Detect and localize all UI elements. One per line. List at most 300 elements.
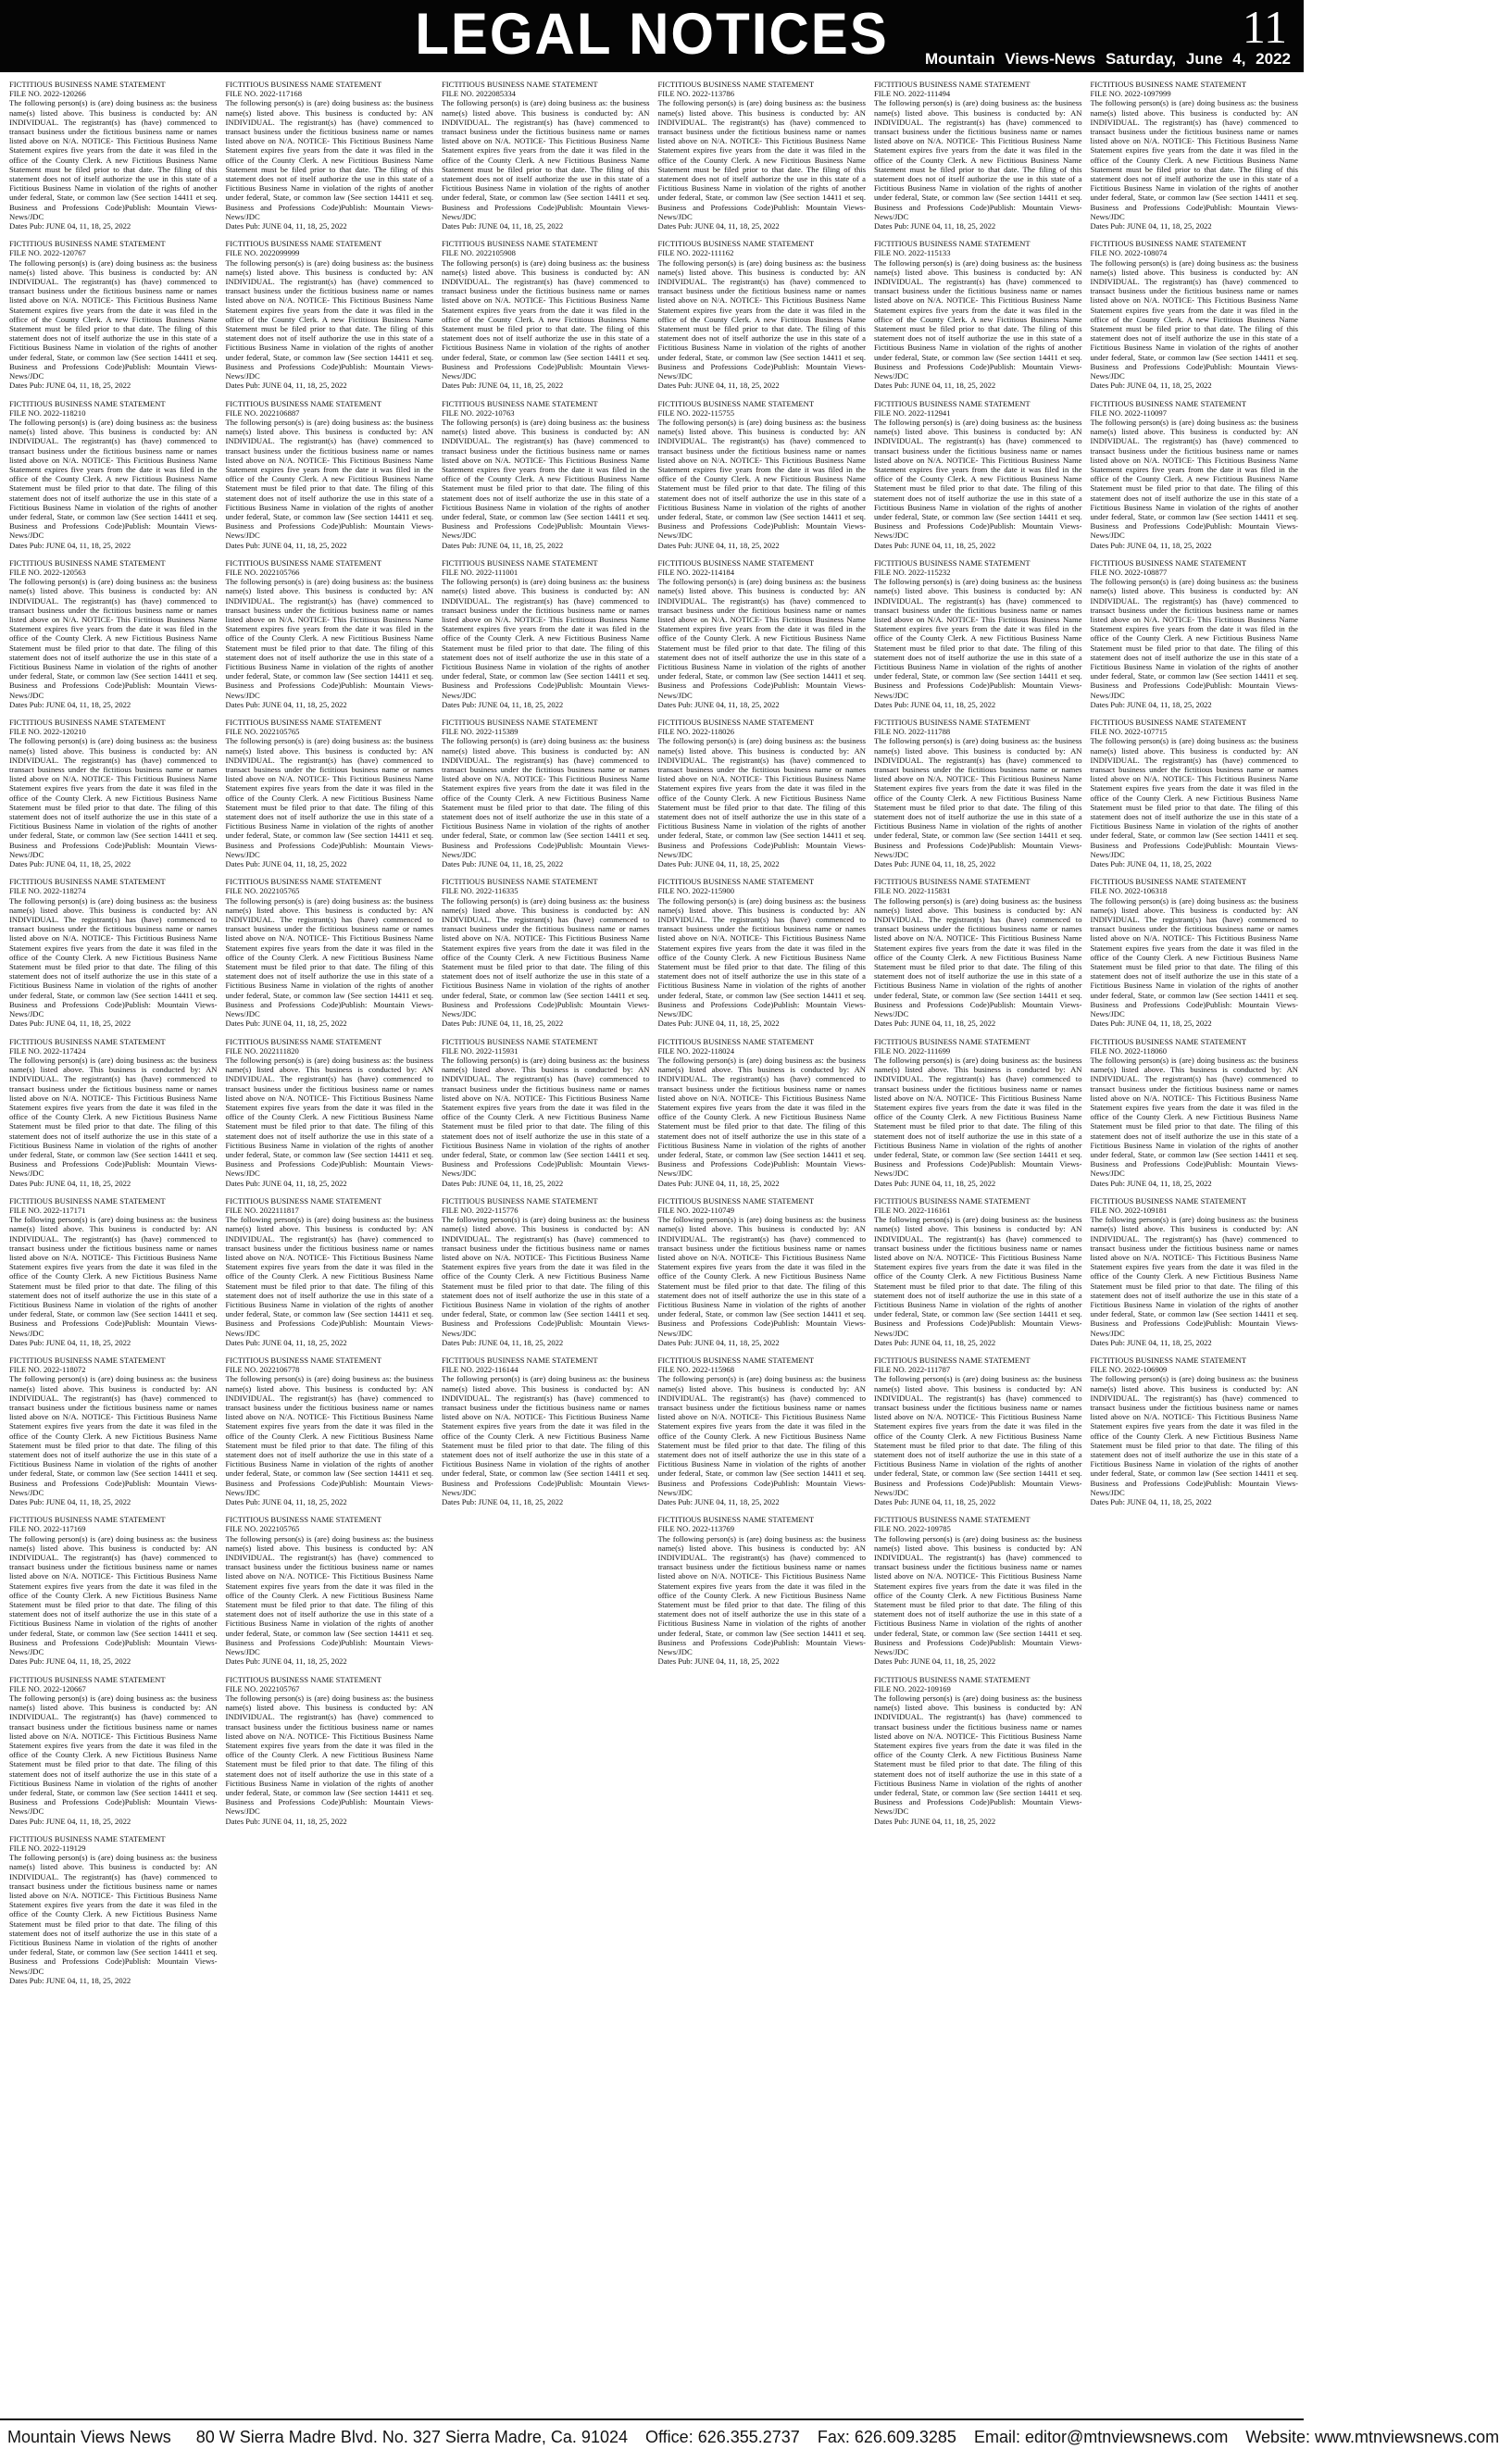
notice-file-number: FILE NO. 2022-109169 xyxy=(874,1683,951,1693)
notice-dates-pub: Dates Pub: JUNE 04, 11, 18, 25, 2022 xyxy=(657,699,780,709)
notice-file-number: FILE NO. 2022106887 xyxy=(225,407,300,418)
notice-file-number: FILE NO. 2022-116335 xyxy=(442,886,519,896)
notice-heading: FICTITIOUS BUSINESS NAME STATEMENT xyxy=(657,239,815,249)
notice-heading: FICTITIOUS BUSINESS NAME STATEMENT xyxy=(225,557,382,568)
notice-file-number: FILE NO. 2022105766 xyxy=(225,567,300,577)
notice-dates-pub: Dates Pub: JUNE 04, 11, 18, 25, 2022 xyxy=(657,221,780,231)
notice-heading: FICTITIOUS BUSINESS NAME STATEMENT xyxy=(874,1674,1031,1684)
notice-file-number: FILE NO. 2022-117171 xyxy=(9,1205,86,1215)
notice-heading: FICTITIOUS BUSINESS NAME STATEMENT xyxy=(657,1356,815,1365)
notice-file-number: FILE NO. 2022-118072 xyxy=(9,1365,86,1375)
notice-body: The following person(s) is (are) doing business as: the business name(s) listed above. This business is conducted by: AN INDIVIDUAL. The registrant(s) has (have) commenced to transact business under the fictitious business name or names listed above on N/A. NOTICE- This Fictitious Business Name Statement expires five years from the date it was filed in the office of the County Clerk. A new Fictitious Business Name Statement must be filed prior to that date. The filing of this statement does not of itself authorize the use in this state of a Fictitious Business Name in violation of the rights of another under federal, State, or common law (See section 14411 et seq. Business and Professions Code)Publish: Mountain Views-News/JDC xyxy=(9,577,218,700)
notice-heading: FICTITIOUS BUSINESS NAME STATEMENT xyxy=(1090,718,1247,727)
notice-dates-pub: Dates Pub: JUNE 04, 11, 18, 25, 2022 xyxy=(442,1178,564,1188)
notice-dates-pub: Dates Pub: JUNE 04, 11, 18, 25, 2022 xyxy=(225,1497,347,1507)
notice-heading: FICTITIOUS BUSINESS NAME STATEMENT xyxy=(657,1036,815,1046)
notice-file-number: FILE NO. 2022-118210 xyxy=(9,407,86,418)
notice-body: The following person(s) is (are) doing business as: the business name(s) listed above. This business is conducted by: AN INDIVIDUAL. The registrant(s) has (have) commenced to transact business under the fictitious business name or names listed above on N/A. NOTICE- This Fictitious Business Name Statement expires five years from the date it was filed in the office of the County Clerk. A new Fictitious Business Name Statement must be filed prior to that date. The filing of this statement does not of itself authorize the use in this state of a Fictitious Business Name in violation of the rights of another under federal, State, or common law (See section 14411 et seq. Business and Professions Code)Publish: Mountain Views-News/JDC xyxy=(442,417,650,541)
notice-body: The following person(s) is (are) doing business as: the business name(s) listed above. This business is conducted by: AN INDIVIDUAL. The registrant(s) has (have) commenced to transact business under the fictitious business name or names listed above on N/A. NOTICE- This Fictitious Business Name Statement expires five years from the date it was filed in the office of the County Clerk. A new Fictitious Business Name Statement must be filed prior to that date. The filing of this statement does not of itself authorize the use in this state of a Fictitious Business Name in violation of the rights of another under federal, State, or common law (See section 14411 et seq. Business and Professions Code)Publish: Mountain Views-News/JDC xyxy=(225,417,433,541)
notice-heading: FICTITIOUS BUSINESS NAME STATEMENT xyxy=(874,718,1031,727)
notice-body: The following person(s) is (are) doing business as: the business name(s) listed above. This business is conducted by: AN INDIVIDUAL. The registrant(s) has (have) commenced to transact business under the fictitious business name or names listed above on N/A. NOTICE- This Fictitious Business Name Statement expires five years from the date it was filed in the office of the County Clerk. A new Fictitious Business Name Statement must be filed prior to that date. The filing of this statement does not of itself authorize the use in this state of a Fictitious Business Name in violation of the rights of another under federal, State, or common law (See section 14411 et seq. Business and Professions Code)Publish: Mountain Views-News/JDC xyxy=(225,895,433,1019)
notice-file-number: FILE NO. 2022-120266 xyxy=(9,89,86,99)
notice-dates-pub: Dates Pub: JUNE 04, 11, 18, 25, 2022 xyxy=(442,1337,564,1347)
footer-fax: Fax: 626.609.3285 xyxy=(817,2428,956,2446)
notice-dates-pub: Dates Pub: JUNE 04, 11, 18, 25, 2022 xyxy=(225,1816,347,1826)
notice-dates-pub: Dates Pub: JUNE 04, 11, 18, 25, 2022 xyxy=(657,1656,780,1667)
notice-heading: FICTITIOUS BUSINESS NAME STATEMENT xyxy=(225,398,382,408)
notice-dates-pub: Dates Pub: JUNE 04, 11, 18, 25, 2022 xyxy=(9,1975,131,1985)
fbn-notice xyxy=(226,1356,434,1506)
notice-dates-pub: Dates Pub: JUNE 04, 11, 18, 25, 2022 xyxy=(225,221,347,231)
notice-file-number: FILE NO. 2022-115776 xyxy=(442,1205,519,1215)
notice-body: The following person(s) is (are) doing business as: the business name(s) listed above. This business is conducted by: AN INDIVIDUAL. The registrant(s) has (have) commenced to transact business under the fictitious business name or names listed above on N/A. NOTICE- This Fictitious Business Name Statement expires five years from the date it was filed in the office of the County Clerk. A new Fictitious Business Name Statement must be filed prior to that date. The filing of this statement does not of itself authorize the use in this state of a Fictitious Business Name in violation of the rights of another under federal, State, or common law (See section 14411 et seq. Business and Professions Code)Publish: Mountain Views-News/JDC xyxy=(225,577,433,700)
notice-body: The following person(s) is (are) doing business as: the business name(s) listed above. This business is conducted by: AN INDIVIDUAL. The registrant(s) has (have) commenced to transact business under the fictitious business name or names listed above on N/A. NOTICE- This Fictitious Business Name Statement expires five years from the date it was filed in the office of the County Clerk. A new Fictitious Business Name Statement must be filed prior to that date. The filing of this statement does not of itself authorize the use in this state of a Fictitious Business Name in violation of the rights of another under federal, State, or common law (See section 14411 et seq. Business and Professions Code)Publish: Mountain Views-News/JDC xyxy=(657,736,866,859)
notice-heading: FICTITIOUS BUSINESS NAME STATEMENT xyxy=(9,1674,166,1684)
notice-heading: FICTITIOUS BUSINESS NAME STATEMENT xyxy=(9,1195,166,1206)
notice-heading: FICTITIOUS BUSINESS NAME STATEMENT xyxy=(874,557,1031,568)
notice-file-number: FILE NO. 2022111817 xyxy=(225,1205,299,1215)
notice-body: The following person(s) is (are) doing business as: the business name(s) listed above. This business is conducted by: AN INDIVIDUAL. The registrant(s) has (have) commenced to transact business under the fictitious business name or names listed above on N/A. NOTICE- This Fictitious Business Name Statement expires five years from the date it was filed in the office of the County Clerk. A new Fictitious Business Name Statement must be filed prior to that date. The filing of this statement does not of itself authorize the use in this state of a Fictitious Business Name in violation of the rights of another under federal, State, or common law (See section 14411 et seq. Business and Professions Code)Publish: Mountain Views-News/JDC xyxy=(225,257,433,381)
notice-file-number: FILE NO. 2022-112941 xyxy=(874,407,951,418)
notice-file-number: FILE NO. 2022-111001 xyxy=(442,567,519,577)
section-title: LEGAL NOTICES xyxy=(415,1,889,67)
notice-body: The following person(s) is (are) doing business as: the business name(s) listed above. This business is conducted by: AN INDIVIDUAL. The registrant(s) has (have) commenced to transact business under the fictitious business name or names listed above on N/A. NOTICE- This Fictitious Business Name Statement expires five years from the date it was filed in the office of the County Clerk. A new Fictitious Business Name Statement must be filed prior to that date. The filing of this statement does not of itself authorize the use in this state of a Fictitious Business Name in violation of the rights of another under federal, State, or common law (See section 14411 et seq. Business and Professions Code)Publish: Mountain Views-News/JDC xyxy=(225,1533,433,1657)
notice-body: The following person(s) is (are) doing business as: the business name(s) listed above. This business is conducted by: AN INDIVIDUAL. The registrant(s) has (have) commenced to transact business under the fictitious business name or names listed above on N/A. NOTICE- This Fictitious Business Name Statement expires five years from the date it was filed in the office of the County Clerk. A new Fictitious Business Name Statement must be filed prior to that date. The filing of this statement does not of itself authorize the use in this state of a Fictitious Business Name in violation of the rights of another under federal, State, or common law (See section 14411 et seq. Business and Professions Code)Publish: Mountain Views-News/JDC xyxy=(9,257,218,381)
notice-body: The following person(s) is (are) doing business as: the business name(s) listed above. This business is conducted by: AN INDIVIDUAL. The registrant(s) has (have) commenced to transact business under the fictitious business name or names listed above on N/A. NOTICE- This Fictitious Business Name Statement expires five years from the date it was filed in the office of the County Clerk. A new Fictitious Business Name Statement must be filed prior to that date. The filing of this statement does not of itself authorize the use in this state of a Fictitious Business Name in violation of the rights of another under federal, State, or common law (See section 14411 et seq. Business and Professions Code)Publish: Mountain Views-News/JDC xyxy=(1090,1374,1298,1497)
notice-heading: FICTITIOUS BUSINESS NAME STATEMENT xyxy=(225,1515,382,1525)
fbn-notice xyxy=(226,1196,434,1347)
notice-heading: FICTITIOUS BUSINESS NAME STATEMENT xyxy=(442,1036,598,1046)
notice-body: The following person(s) is (are) doing business as: the business name(s) listed above. This business is conducted by: AN INDIVIDUAL. The registrant(s) has (have) commenced to transact business under the fictitious business name or names listed above on N/A. NOTICE- This Fictitious Business Name Statement expires five years from the date it was filed in the office of the County Clerk. A new Fictitious Business Name Statement must be filed prior to that date. The filing of this statement does not of itself authorize the use in this state of a Fictitious Business Name in violation of the rights of another under federal, State, or common law (See section 14411 et seq. Business and Professions Code)Publish: Mountain Views-News/JDC xyxy=(442,1374,650,1497)
notice-heading: FICTITIOUS BUSINESS NAME STATEMENT xyxy=(1090,1195,1247,1206)
notice-file-number: FILE NO. 2022-111494 xyxy=(874,89,951,99)
paper-name: Mountain Views-News xyxy=(924,50,1096,68)
fbn-notice xyxy=(874,558,1082,709)
notice-heading: FICTITIOUS BUSINESS NAME STATEMENT xyxy=(874,398,1031,408)
notice-file-number: FILE NO. 2022-111788 xyxy=(874,727,951,737)
notice-file-number: FILE NO. 2022-108074 xyxy=(1090,248,1168,258)
fbn-notice xyxy=(226,558,434,709)
notice-heading: FICTITIOUS BUSINESS NAME STATEMENT xyxy=(225,80,382,89)
fbn-notice xyxy=(9,1356,218,1506)
notice-file-number: FILE NO. 2022-115831 xyxy=(874,886,951,896)
notice-heading: FICTITIOUS BUSINESS NAME STATEMENT xyxy=(225,1674,382,1684)
fbn-notice xyxy=(874,877,1082,1028)
notice-file-number: FILE NO. 2022-111787 xyxy=(874,1365,951,1375)
notice-file-number: FILE NO. 2022-115389 xyxy=(442,727,519,737)
notice-file-number: FILE NO. 2022-106318 xyxy=(1090,886,1168,896)
fbn-notice xyxy=(9,1675,218,1826)
notice-file-number: FILE NO. 2022099999 xyxy=(225,248,300,258)
notice-heading: FICTITIOUS BUSINESS NAME STATEMENT xyxy=(442,877,598,887)
notice-dates-pub: Dates Pub: JUNE 04, 11, 18, 25, 2022 xyxy=(9,1497,131,1507)
notice-column xyxy=(442,80,650,2413)
fbn-notice xyxy=(658,1037,867,1188)
footer-office: Office: 626.355.2737 xyxy=(645,2428,800,2446)
notice-body: The following person(s) is (are) doing business as: the business name(s) listed above. This business is conducted by: AN INDIVIDUAL. The registrant(s) has (have) commenced to transact business under the fictitious business name or names listed above on N/A. NOTICE- This Fictitious Business Name Statement expires five years from the date it was filed in the office of the County Clerk. A new Fictitious Business Name Statement must be filed prior to that date. The filing of this statement does not of itself authorize the use in this state of a Fictitious Business Name in violation of the rights of another under federal, State, or common law (See section 14411 et seq. Business and Professions Code)Publish: Mountain Views-News/JDC xyxy=(657,1374,866,1497)
notice-dates-pub: Dates Pub: JUNE 04, 11, 18, 25, 2022 xyxy=(874,1019,996,1029)
fbn-notice xyxy=(874,1515,1082,1666)
notice-dates-pub: Dates Pub: JUNE 04, 11, 18, 25, 2022 xyxy=(9,859,131,869)
notice-dates-pub: Dates Pub: JUNE 04, 11, 18, 25, 2022 xyxy=(657,1337,780,1347)
notice-body: The following person(s) is (are) doing business as: the business name(s) listed above. This business is conducted by: AN INDIVIDUAL. The registrant(s) has (have) commenced to transact business under the fictitious business name or names listed above on N/A. NOTICE- This Fictitious Business Name Statement expires five years from the date it was filed in the office of the County Clerk. A new Fictitious Business Name Statement must be filed prior to that date. The filing of this statement does not of itself authorize the use in this state of a Fictitious Business Name in violation of the rights of another under federal, State, or common law (See section 14411 et seq. Business and Professions Code)Publish: Mountain Views-News/JDC xyxy=(442,577,650,700)
notice-body: The following person(s) is (are) doing business as: the business name(s) listed above. This business is conducted by: AN INDIVIDUAL. The registrant(s) has (have) commenced to transact business under the fictitious business name or names listed above on N/A. NOTICE- This Fictitious Business Name Statement expires five years from the date it was filed in the office of the County Clerk. A new Fictitious Business Name Statement must be filed prior to that date. The filing of this statement does not of itself authorize the use in this state of a Fictitious Business Name in violation of the rights of another under federal, State, or common law (See section 14411 et seq. Business and Professions Code)Publish: Mountain Views-News/JDC xyxy=(9,1215,218,1338)
notice-body: The following person(s) is (are) doing business as: the business name(s) listed above. This business is conducted by: AN INDIVIDUAL. The registrant(s) has (have) commenced to transact business under the fictitious business name or names listed above on N/A. NOTICE- This Fictitious Business Name Statement expires five years from the date it was filed in the office of the County Clerk. A new Fictitious Business Name Statement must be filed prior to that date. The filing of this statement does not of itself authorize the use in this state of a Fictitious Business Name in violation of the rights of another under federal, State, or common law (See section 14411 et seq. Business and Professions Code)Publish: Mountain Views-News/JDC xyxy=(9,1853,218,1976)
notice-dates-pub: Dates Pub: JUNE 04, 11, 18, 25, 2022 xyxy=(657,540,780,550)
notice-body: The following person(s) is (are) doing business as: the business name(s) listed above. This business is conducted by: AN INDIVIDUAL. The registrant(s) has (have) commenced to transact business under the fictitious business name or names listed above on N/A. NOTICE- This Fictitious Business Name Statement expires five years from the date it was filed in the office of the County Clerk. A new Fictitious Business Name Statement must be filed prior to that date. The filing of this statement does not of itself authorize the use in this state of a Fictitious Business Name in violation of the rights of another under federal, State, or common law (See section 14411 et seq. Business and Professions Code)Publish: Mountain Views-News/JDC xyxy=(9,1533,218,1657)
notice-file-number: FILE NO. 2022085334 xyxy=(442,89,516,99)
fbn-notice xyxy=(442,1037,650,1188)
fbn-notice xyxy=(658,877,867,1028)
notice-dates-pub: Dates Pub: JUNE 04, 11, 18, 25, 2022 xyxy=(225,859,347,869)
notice-heading: FICTITIOUS BUSINESS NAME STATEMENT xyxy=(225,718,382,727)
fbn-notice xyxy=(9,239,218,390)
notice-heading: FICTITIOUS BUSINESS NAME STATEMENT xyxy=(874,1515,1031,1525)
notice-file-number: FILE NO. 2022-107715 xyxy=(1090,727,1168,737)
notice-dates-pub: Dates Pub: JUNE 04, 11, 18, 25, 2022 xyxy=(874,699,996,709)
notice-dates-pub: Dates Pub: JUNE 04, 11, 18, 25, 2022 xyxy=(1090,1019,1212,1029)
fbn-notice xyxy=(658,1196,867,1347)
fbn-notice xyxy=(1091,80,1299,231)
notice-body: The following person(s) is (are) doing business as: the business name(s) listed above. This business is conducted by: AN INDIVIDUAL. The registrant(s) has (have) commenced to transact business under the fictitious business name or names listed above on N/A. NOTICE- This Fictitious Business Name Statement expires five years from the date it was filed in the office of the County Clerk. A new Fictitious Business Name Statement must be filed prior to that date. The filing of this statement does not of itself authorize the use in this state of a Fictitious Business Name in violation of the rights of another under federal, State, or common law (See section 14411 et seq. Business and Professions Code)Publish: Mountain Views-News/JDC xyxy=(225,1693,433,1817)
notice-dates-pub: Dates Pub: JUNE 04, 11, 18, 25, 2022 xyxy=(1090,859,1212,869)
notice-file-number: FILE NO. 2022105765 xyxy=(225,1524,300,1534)
notice-dates-pub: Dates Pub: JUNE 04, 11, 18, 25, 2022 xyxy=(1090,1178,1212,1188)
notice-heading: FICTITIOUS BUSINESS NAME STATEMENT xyxy=(1090,239,1247,249)
notice-dates-pub: Dates Pub: JUNE 04, 11, 18, 25, 2022 xyxy=(9,1337,131,1347)
notice-dates-pub: Dates Pub: JUNE 04, 11, 18, 25, 2022 xyxy=(874,540,996,550)
page-number: 11 xyxy=(1242,1,1287,53)
notice-heading: FICTITIOUS BUSINESS NAME STATEMENT xyxy=(1090,557,1247,568)
notice-body: The following person(s) is (are) doing business as: the business name(s) listed above. This business is conducted by: AN INDIVIDUAL. The registrant(s) has (have) commenced to transact business under the fictitious business name or names listed above on N/A. NOTICE- This Fictitious Business Name Statement expires five years from the date it was filed in the office of the County Clerk. A new Fictitious Business Name Statement must be filed prior to that date. The filing of this statement does not of itself authorize the use in this state of a Fictitious Business Name in violation of the rights of another under federal, State, or common law (See section 14411 et seq. Business and Professions Code)Publish: Mountain Views-News/JDC xyxy=(225,1055,433,1179)
notice-heading: FICTITIOUS BUSINESS NAME STATEMENT xyxy=(874,239,1031,249)
fbn-notice xyxy=(1091,718,1299,869)
notice-body: The following person(s) is (are) doing business as: the business name(s) listed above. This business is conducted by: AN INDIVIDUAL. The registrant(s) has (have) commenced to transact business under the fictitious business name or names listed above on N/A. NOTICE- This Fictitious Business Name Statement expires five years from the date it was filed in the office of the County Clerk. A new Fictitious Business Name Statement must be filed prior to that date. The filing of this statement does not of itself authorize the use in this state of a Fictitious Business Name in violation of the rights of another under federal, State, or common law (See section 14411 et seq. Business and Professions Code)Publish: Mountain Views-News/JDC xyxy=(874,257,1082,381)
fbn-notice xyxy=(226,399,434,550)
notice-file-number: FILE NO. 2022-115931 xyxy=(442,1045,519,1056)
notice-dates-pub: Dates Pub: JUNE 04, 11, 18, 25, 2022 xyxy=(225,381,347,391)
notice-body: The following person(s) is (are) doing business as: the business name(s) listed above. This business is conducted by: AN INDIVIDUAL. The registrant(s) has (have) commenced to transact business under the fictitious business name or names listed above on N/A. NOTICE- This Fictitious Business Name Statement expires five years from the date it was filed in the office of the County Clerk. A new Fictitious Business Name Statement must be filed prior to that date. The filing of this statement does not of itself authorize the use in this state of a Fictitious Business Name in violation of the rights of another under federal, State, or common law (See section 14411 et seq. Business and Professions Code)Publish: Mountain Views-News/JDC xyxy=(1090,736,1298,859)
notice-file-number: FILE NO. 2022-117168 xyxy=(225,89,303,99)
fbn-notice xyxy=(9,877,218,1028)
notice-file-number: FILE NO. 2022-111162 xyxy=(657,248,734,258)
notice-heading: FICTITIOUS BUSINESS NAME STATEMENT xyxy=(657,1515,815,1525)
notice-column xyxy=(874,80,1082,2413)
notice-dates-pub: Dates Pub: JUNE 04, 11, 18, 25, 2022 xyxy=(225,1019,347,1029)
fbn-notice xyxy=(9,399,218,550)
fbn-notice xyxy=(442,877,650,1028)
notice-dates-pub: Dates Pub: JUNE 04, 11, 18, 25, 2022 xyxy=(1090,699,1212,709)
notice-heading: FICTITIOUS BUSINESS NAME STATEMENT xyxy=(1090,1036,1247,1046)
notice-heading: FICTITIOUS BUSINESS NAME STATEMENT xyxy=(874,1195,1031,1206)
fbn-notice xyxy=(874,1356,1082,1506)
fbn-notice xyxy=(874,1196,1082,1347)
notice-column xyxy=(658,80,867,2413)
notice-file-number: FILE NO. 2022-117169 xyxy=(9,1524,86,1534)
notice-body: The following person(s) is (are) doing business as: the business name(s) listed above. This business is conducted by: AN INDIVIDUAL. The registrant(s) has (have) commenced to transact business under the fictitious business name or names listed above on N/A. NOTICE- This Fictitious Business Name Statement expires five years from the date it was filed in the office of the County Clerk. A new Fictitious Business Name Statement must be filed prior to that date. The filing of this statement does not of itself authorize the use in this state of a Fictitious Business Name in violation of the rights of another under federal, State, or common law (See section 14411 et seq. Business and Professions Code)Publish: Mountain Views-News/JDC xyxy=(9,98,218,221)
fbn-notice xyxy=(1091,1196,1299,1347)
notice-file-number: FILE NO. 2022-115900 xyxy=(657,886,735,896)
notice-heading: FICTITIOUS BUSINESS NAME STATEMENT xyxy=(9,1356,166,1365)
notice-body: The following person(s) is (are) doing business as: the business name(s) listed above. This business is conducted by: AN INDIVIDUAL. The registrant(s) has (have) commenced to transact business under the fictitious business name or names listed above on N/A. NOTICE- This Fictitious Business Name Statement expires five years from the date it was filed in the office of the County Clerk. A new Fictitious Business Name Statement must be filed prior to that date. The filing of this statement does not of itself authorize the use in this state of a Fictitious Business Name in violation of the rights of another under federal, State, or common law (See section 14411 et seq. Business and Professions Code)Publish: Mountain Views-News/JDC xyxy=(442,895,650,1019)
notice-body: The following person(s) is (are) doing business as: the business name(s) listed above. This business is conducted by: AN INDIVIDUAL. The registrant(s) has (have) commenced to transact business under the fictitious business name or names listed above on N/A. NOTICE- This Fictitious Business Name Statement expires five years from the date it was filed in the office of the County Clerk. A new Fictitious Business Name Statement must be filed prior to that date. The filing of this statement does not of itself authorize the use in this state of a Fictitious Business Name in violation of the rights of another under federal, State, or common law (See section 14411 et seq. Business and Professions Code)Publish: Mountain Views-News/JDC xyxy=(657,257,866,381)
fbn-notice xyxy=(226,239,434,390)
notice-body: The following person(s) is (are) doing business as: the business name(s) listed above. This business is conducted by: AN INDIVIDUAL. The registrant(s) has (have) commenced to transact business under the fictitious business name or names listed above on N/A. NOTICE- This Fictitious Business Name Statement expires five years from the date it was filed in the office of the County Clerk. A new Fictitious Business Name Statement must be filed prior to that date. The filing of this statement does not of itself authorize the use in this state of a Fictitious Business Name in violation of the rights of another under federal, State, or common law (See section 14411 et seq. Business and Professions Code)Publish: Mountain Views-News/JDC xyxy=(9,1693,218,1817)
notice-heading: FICTITIOUS BUSINESS NAME STATEMENT xyxy=(9,718,166,727)
notice-heading: FICTITIOUS BUSINESS NAME STATEMENT xyxy=(9,877,166,887)
fbn-notice xyxy=(9,1196,218,1347)
notice-body: The following person(s) is (are) doing business as: the business name(s) listed above. This business is conducted by: AN INDIVIDUAL. The registrant(s) has (have) commenced to transact business under the fictitious business name or names listed above on N/A. NOTICE- This Fictitious Business Name Statement expires five years from the date it was filed in the office of the County Clerk. A new Fictitious Business Name Statement must be filed prior to that date. The filing of this statement does not of itself authorize the use in this state of a Fictitious Business Name in violation of the rights of another under federal, State, or common law (See section 14411 et seq. Business and Professions Code)Publish: Mountain Views-News/JDC xyxy=(1090,257,1298,381)
notice-dates-pub: Dates Pub: JUNE 04, 11, 18, 25, 2022 xyxy=(9,381,131,391)
fbn-notice xyxy=(226,1037,434,1188)
notice-dates-pub: Dates Pub: JUNE 04, 11, 18, 25, 2022 xyxy=(225,1178,347,1188)
notice-body: The following person(s) is (are) doing business as: the business name(s) listed above. This business is conducted by: AN INDIVIDUAL. The registrant(s) has (have) commenced to transact business under the fictitious business name or names listed above on N/A. NOTICE- This Fictitious Business Name Statement expires five years from the date it was filed in the office of the County Clerk. A new Fictitious Business Name Statement must be filed prior to that date. The filing of this statement does not of itself authorize the use in this state of a Fictitious Business Name in violation of the rights of another under federal, State, or common law (See section 14411 et seq. Business and Professions Code)Publish: Mountain Views-News/JDC xyxy=(442,1055,650,1179)
fbn-notice xyxy=(658,399,867,550)
notice-heading: FICTITIOUS BUSINESS NAME STATEMENT xyxy=(225,239,382,249)
notice-body: The following person(s) is (are) doing business as: the business name(s) listed above. This business is conducted by: AN INDIVIDUAL. The registrant(s) has (have) commenced to transact business under the fictitious business name or names listed above on N/A. NOTICE- This Fictitious Business Name Statement expires five years from the date it was filed in the office of the County Clerk. A new Fictitious Business Name Statement must be filed prior to that date. The filing of this statement does not of itself authorize the use in this state of a Fictitious Business Name in violation of the rights of another under federal, State, or common law (See section 14411 et seq. Business and Professions Code)Publish: Mountain Views-News/JDC xyxy=(874,1374,1082,1497)
fbn-notice xyxy=(226,1515,434,1666)
notice-dates-pub: Dates Pub: JUNE 04, 11, 18, 25, 2022 xyxy=(1090,540,1212,550)
notice-body: The following person(s) is (are) doing business as: the business name(s) listed above. This business is conducted by: AN INDIVIDUAL. The registrant(s) has (have) commenced to transact business under the fictitious business name or names listed above on N/A. NOTICE- This Fictitious Business Name Statement expires five years from the date it was filed in the office of the County Clerk. A new Fictitious Business Name Statement must be filed prior to that date. The filing of this statement does not of itself authorize the use in this state of a Fictitious Business Name in violation of the rights of another under federal, State, or common law (See section 14411 et seq. Business and Professions Code)Publish: Mountain Views-News/JDC xyxy=(874,577,1082,700)
notice-dates-pub: Dates Pub: JUNE 04, 11, 18, 25, 2022 xyxy=(442,221,564,231)
notice-dates-pub: Dates Pub: JUNE 04, 11, 18, 25, 2022 xyxy=(442,859,564,869)
notice-dates-pub: Dates Pub: JUNE 04, 11, 18, 25, 2022 xyxy=(9,1178,131,1188)
notice-body: The following person(s) is (are) doing business as: the business name(s) listed above. This business is conducted by: AN INDIVIDUAL. The registrant(s) has (have) commenced to transact business under the fictitious business name or names listed above on N/A. NOTICE- This Fictitious Business Name Statement expires five years from the date it was filed in the office of the County Clerk. A new Fictitious Business Name Statement must be filed prior to that date. The filing of this statement does not of itself authorize the use in this state of a Fictitious Business Name in violation of the rights of another under federal, State, or common law (See section 14411 et seq. Business and Professions Code)Publish: Mountain Views-News/JDC xyxy=(657,417,866,541)
notice-heading: FICTITIOUS BUSINESS NAME STATEMENT xyxy=(874,1356,1031,1365)
notice-file-number: FILE NO. 2022105765 xyxy=(225,886,300,896)
notice-dates-pub: Dates Pub: JUNE 04, 11, 18, 25, 2022 xyxy=(442,699,564,709)
notice-file-number: FILE NO. 2022-113769 xyxy=(657,1524,735,1534)
fbn-notice xyxy=(874,399,1082,550)
notice-file-number: FILE NO. 2022111820 xyxy=(225,1045,299,1056)
fbn-notice xyxy=(658,239,867,390)
notice-body: The following person(s) is (are) doing business as: the business name(s) listed above. This business is conducted by: AN INDIVIDUAL. The registrant(s) has (have) commenced to transact business under the fictitious business name or names listed above on N/A. NOTICE- This Fictitious Business Name Statement expires five years from the date it was filed in the office of the County Clerk. A new Fictitious Business Name Statement must be filed prior to that date. The filing of this statement does not of itself authorize the use in this state of a Fictitious Business Name in violation of the rights of another under federal, State, or common law (See section 14411 et seq. Business and Professions Code)Publish: Mountain Views-News/JDC xyxy=(874,1533,1082,1657)
notice-heading: FICTITIOUS BUSINESS NAME STATEMENT xyxy=(874,80,1031,89)
fbn-notice xyxy=(874,1037,1082,1188)
notice-file-number: FILE NO. 2022-120563 xyxy=(9,567,86,577)
notice-dates-pub: Dates Pub: JUNE 04, 11, 18, 25, 2022 xyxy=(442,381,564,391)
fbn-notice xyxy=(9,1037,218,1188)
notice-body: The following person(s) is (are) doing business as: the business name(s) listed above. This business is conducted by: AN INDIVIDUAL. The registrant(s) has (have) commenced to transact business under the fictitious business name or names listed above on N/A. NOTICE- This Fictitious Business Name Statement expires five years from the date it was filed in the office of the County Clerk. A new Fictitious Business Name Statement must be filed prior to that date. The filing of this statement does not of itself authorize the use in this state of a Fictitious Business Name in violation of the rights of another under federal, State, or common law (See section 14411 et seq. Business and Professions Code)Publish: Mountain Views-News/JDC xyxy=(442,98,650,221)
fbn-notice xyxy=(658,80,867,231)
notice-file-number: FILE NO. 2022-118026 xyxy=(657,727,735,737)
fbn-notice xyxy=(874,718,1082,869)
notice-body: The following person(s) is (are) doing business as: the business name(s) listed above. This business is conducted by: AN INDIVIDUAL. The registrant(s) has (have) commenced to transact business under the fictitious business name or names listed above on N/A. NOTICE- This Fictitious Business Name Statement expires five years from the date it was filed in the office of the County Clerk. A new Fictitious Business Name Statement must be filed prior to that date. The filing of this statement does not of itself authorize the use in this state of a Fictitious Business Name in violation of the rights of another under federal, State, or common law (See section 14411 et seq. Business and Professions Code)Publish: Mountain Views-News/JDC xyxy=(657,1055,866,1179)
notice-dates-pub: Dates Pub: JUNE 04, 11, 18, 25, 2022 xyxy=(9,221,131,231)
notice-file-number: FILE NO. 2022-115755 xyxy=(657,407,735,418)
dateline xyxy=(925,50,1291,69)
notice-heading: FICTITIOUS BUSINESS NAME STATEMENT xyxy=(874,1036,1031,1046)
fbn-notice xyxy=(1091,558,1299,709)
fbn-notice xyxy=(1091,239,1299,390)
notice-heading: FICTITIOUS BUSINESS NAME STATEMENT xyxy=(9,557,166,568)
fbn-notice xyxy=(442,558,650,709)
notice-file-number: FILE NO. 2022-109181 xyxy=(1090,1205,1168,1215)
notice-dates-pub: Dates Pub: JUNE 04, 11, 18, 25, 2022 xyxy=(874,1656,996,1667)
notice-body: The following person(s) is (are) doing business as: the business name(s) listed above. This business is conducted by: AN INDIVIDUAL. The registrant(s) has (have) commenced to transact business under the fictitious business name or names listed above on N/A. NOTICE- This Fictitious Business Name Statement expires five years from the date it was filed in the office of the County Clerk. A new Fictitious Business Name Statement must be filed prior to that date. The filing of this statement does not of itself authorize the use in this state of a Fictitious Business Name in violation of the rights of another under federal, State, or common law (See section 14411 et seq. Business and Professions Code)Publish: Mountain Views-News/JDC xyxy=(874,1055,1082,1179)
notice-dates-pub: Dates Pub: JUNE 04, 11, 18, 25, 2022 xyxy=(225,540,347,550)
notice-heading: FICTITIOUS BUSINESS NAME STATEMENT xyxy=(442,239,598,249)
notice-body: The following person(s) is (are) doing business as: the business name(s) listed above. This business is conducted by: AN INDIVIDUAL. The registrant(s) has (have) commenced to transact business under the fictitious business name or names listed above on N/A. NOTICE- This Fictitious Business Name Statement expires five years from the date it was filed in the office of the County Clerk. A new Fictitious Business Name Statement must be filed prior to that date. The filing of this statement does not of itself authorize the use in this state of a Fictitious Business Name in violation of the rights of another under federal, State, or common law (See section 14411 et seq. Business and Professions Code)Publish: Mountain Views-News/JDC xyxy=(1090,1215,1298,1338)
notice-body: The following person(s) is (are) doing business as: the business name(s) listed above. This business is conducted by: AN INDIVIDUAL. The registrant(s) has (have) commenced to transact business under the fictitious business name or names listed above on N/A. NOTICE- This Fictitious Business Name Statement expires five years from the date it was filed in the office of the County Clerk. A new Fictitious Business Name Statement must be filed prior to that date. The filing of this statement does not of itself authorize the use in this state of a Fictitious Business Name in violation of the rights of another under federal, State, or common law (See section 14411 et seq. Business and Professions Code)Publish: Mountain Views-News/JDC xyxy=(442,1215,650,1338)
notice-body: The following person(s) is (are) doing business as: the business name(s) listed above. This business is conducted by: AN INDIVIDUAL. The registrant(s) has (have) commenced to transact business under the fictitious business name or names listed above on N/A. NOTICE- This Fictitious Business Name Statement expires five years from the date it was filed in the office of the County Clerk. A new Fictitious Business Name Statement must be filed prior to that date. The filing of this statement does not of itself authorize the use in this state of a Fictitious Business Name in violation of the rights of another under federal, State, or common law (See section 14411 et seq. Business and Professions Code)Publish: Mountain Views-News/JDC xyxy=(225,736,433,859)
footer-line xyxy=(7,2428,1512,2447)
notice-file-number: FILE NO. 2022-10763 xyxy=(442,407,515,418)
fbn-notice xyxy=(1091,1037,1299,1188)
footer-website[interactable]: Website: www.mtnviewsnews.com xyxy=(1245,2428,1500,2446)
notice-dates-pub: Dates Pub: JUNE 04, 11, 18, 25, 2022 xyxy=(657,381,780,391)
fbn-notice xyxy=(442,399,650,550)
notice-heading: FICTITIOUS BUSINESS NAME STATEMENT xyxy=(442,80,598,89)
issue-date: Saturday, June 4, 2022 xyxy=(1105,50,1291,68)
notice-heading: FICTITIOUS BUSINESS NAME STATEMENT xyxy=(225,1195,382,1206)
notice-dates-pub: Dates Pub: JUNE 04, 11, 18, 25, 2022 xyxy=(657,859,780,869)
notice-body: The following person(s) is (are) doing business as: the business name(s) listed above. This business is conducted by: AN INDIVIDUAL. The registrant(s) has (have) commenced to transact business under the fictitious business name or names listed above on N/A. NOTICE- This Fictitious Business Name Statement expires five years from the date it was filed in the office of the County Clerk. A new Fictitious Business Name Statement must be filed prior to that date. The filing of this statement does not of itself authorize the use in this state of a Fictitious Business Name in violation of the rights of another under federal, State, or common law (See section 14411 et seq. Business and Professions Code)Publish: Mountain Views-News/JDC xyxy=(225,98,433,221)
notice-file-number: FILE NO. 2022-115232 xyxy=(874,567,951,577)
notice-file-number: FILE NO. 2022-120767 xyxy=(9,248,86,258)
fbn-notice xyxy=(658,558,867,709)
notice-file-number: FILE NO. 2022-116144 xyxy=(442,1365,519,1375)
notice-body: The following person(s) is (are) doing business as: the business name(s) listed above. This business is conducted by: AN INDIVIDUAL. The registrant(s) has (have) commenced to transact business under the fictitious business name or names listed above on N/A. NOTICE- This Fictitious Business Name Statement expires five years from the date it was filed in the office of the County Clerk. A new Fictitious Business Name Statement must be filed prior to that date. The filing of this statement does not of itself authorize the use in this state of a Fictitious Business Name in violation of the rights of another under federal, State, or common law (See section 14411 et seq. Business and Professions Code)Publish: Mountain Views-News/JDC xyxy=(874,895,1082,1019)
fbn-notice xyxy=(226,80,434,231)
notice-column xyxy=(226,80,434,2413)
notice-dates-pub: Dates Pub: JUNE 04, 11, 18, 25, 2022 xyxy=(442,1019,564,1029)
fbn-notice xyxy=(9,1834,218,1985)
notice-heading: FICTITIOUS BUSINESS NAME STATEMENT xyxy=(657,398,815,408)
footer-email[interactable]: Email: editor@mtnviewsnews.com xyxy=(973,2428,1229,2446)
notice-file-number: FILE NO. 2022105908 xyxy=(442,248,516,258)
notice-file-number: FILE NO. 2022-111699 xyxy=(874,1045,951,1056)
fbn-notice xyxy=(874,239,1082,390)
notice-heading: FICTITIOUS BUSINESS NAME STATEMENT xyxy=(874,877,1031,887)
notice-dates-pub: Dates Pub: JUNE 04, 11, 18, 25, 2022 xyxy=(9,1019,131,1029)
notice-dates-pub: Dates Pub: JUNE 04, 11, 18, 25, 2022 xyxy=(442,1497,564,1507)
notice-body: The following person(s) is (are) doing business as: the business name(s) listed above. This business is conducted by: AN INDIVIDUAL. The registrant(s) has (have) commenced to transact business under the fictitious business name or names listed above on N/A. NOTICE- This Fictitious Business Name Statement expires five years from the date it was filed in the office of the County Clerk. A new Fictitious Business Name Statement must be filed prior to that date. The filing of this statement does not of itself authorize the use in this state of a Fictitious Business Name in violation of the rights of another under federal, State, or common law (See section 14411 et seq. Business and Professions Code)Publish: Mountain Views-News/JDC xyxy=(9,417,218,541)
notice-body: The following person(s) is (are) doing business as: the business name(s) listed above. This business is conducted by: AN INDIVIDUAL. The registrant(s) has (have) commenced to transact business under the fictitious business name or names listed above on N/A. NOTICE- This Fictitious Business Name Statement expires five years from the date it was filed in the office of the County Clerk. A new Fictitious Business Name Statement must be filed prior to that date. The filing of this statement does not of itself authorize the use in this state of a Fictitious Business Name in violation of the rights of another under federal, State, or common law (See section 14411 et seq. Business and Professions Code)Publish: Mountain Views-News/JDC xyxy=(1090,577,1298,700)
notice-body: The following person(s) is (are) doing business as: the business name(s) listed above. This business is conducted by: AN INDIVIDUAL. The registrant(s) has (have) commenced to transact business under the fictitious business name or names listed above on N/A. NOTICE- This Fictitious Business Name Statement expires five years from the date it was filed in the office of the County Clerk. A new Fictitious Business Name Statement must be filed prior to that date. The filing of this statement does not of itself authorize the use in this state of a Fictitious Business Name in violation of the rights of another under federal, State, or common law (See section 14411 et seq. Business and Professions Code)Publish: Mountain Views-News/JDC xyxy=(874,98,1082,221)
notice-heading: FICTITIOUS BUSINESS NAME STATEMENT xyxy=(1090,80,1247,89)
notice-body: The following person(s) is (are) doing business as: the business name(s) listed above. This business is conducted by: AN INDIVIDUAL. The registrant(s) has (have) commenced to transact business under the fictitious business name or names listed above on N/A. NOTICE- This Fictitious Business Name Statement expires five years from the date it was filed in the office of the County Clerk. A new Fictitious Business Name Statement must be filed prior to that date. The filing of this statement does not of itself authorize the use in this state of a Fictitious Business Name in violation of the rights of another under federal, State, or common law (See section 14411 et seq. Business and Professions Code)Publish: Mountain Views-News/JDC xyxy=(657,98,866,221)
notice-heading: FICTITIOUS BUSINESS NAME STATEMENT xyxy=(442,1195,598,1206)
notice-file-number: FILE NO. 2022-113786 xyxy=(657,89,735,99)
masthead xyxy=(0,0,1304,72)
notice-body: The following person(s) is (are) doing business as: the business name(s) listed above. This business is conducted by: AN INDIVIDUAL. The registrant(s) has (have) commenced to transact business under the fictitious business name or names listed above on N/A. NOTICE- This Fictitious Business Name Statement expires five years from the date it was filed in the office of the County Clerk. A new Fictitious Business Name Statement must be filed prior to that date. The filing of this statement does not of itself authorize the use in this state of a Fictitious Business Name in violation of the rights of another under federal, State, or common law (See section 14411 et seq. Business and Professions Code)Publish: Mountain Views-News/JDC xyxy=(657,577,866,700)
notice-dates-pub: Dates Pub: JUNE 04, 11, 18, 25, 2022 xyxy=(1090,221,1212,231)
notice-dates-pub: Dates Pub: JUNE 04, 11, 18, 25, 2022 xyxy=(1090,381,1212,391)
notice-heading: FICTITIOUS BUSINESS NAME STATEMENT xyxy=(225,1356,382,1365)
notice-heading: FICTITIOUS BUSINESS NAME STATEMENT xyxy=(9,1833,166,1843)
notice-body: The following person(s) is (are) doing business as: the business name(s) listed above. This business is conducted by: AN INDIVIDUAL. The registrant(s) has (have) commenced to transact business under the fictitious business name or names listed above on N/A. NOTICE- This Fictitious Business Name Statement expires five years from the date it was filed in the office of the County Clerk. A new Fictitious Business Name Statement must be filed prior to that date. The filing of this statement does not of itself authorize the use in this state of a Fictitious Business Name in violation of the rights of another under federal, State, or common law (See section 14411 et seq. Business and Professions Code)Publish: Mountain Views-News/JDC xyxy=(225,1215,433,1338)
notice-body: The following person(s) is (are) doing business as: the business name(s) listed above. This business is conducted by: AN INDIVIDUAL. The registrant(s) has (have) commenced to transact business under the fictitious business name or names listed above on N/A. NOTICE- This Fictitious Business Name Statement expires five years from the date it was filed in the office of the County Clerk. A new Fictitious Business Name Statement must be filed prior to that date. The filing of this statement does not of itself authorize the use in this state of a Fictitious Business Name in violation of the rights of another under federal, State, or common law (See section 14411 et seq. Business and Professions Code)Publish: Mountain Views-News/JDC xyxy=(874,417,1082,541)
notice-body: The following person(s) is (are) doing business as: the business name(s) listed above. This business is conducted by: AN INDIVIDUAL. The registrant(s) has (have) commenced to transact business under the fictitious business name or names listed above on N/A. NOTICE- This Fictitious Business Name Statement expires five years from the date it was filed in the office of the County Clerk. A new Fictitious Business Name Statement must be filed prior to that date. The filing of this statement does not of itself authorize the use in this state of a Fictitious Business Name in violation of the rights of another under federal, State, or common law (See section 14411 et seq. Business and Professions Code)Publish: Mountain Views-News/JDC xyxy=(1090,417,1298,541)
notice-dates-pub: Dates Pub: JUNE 04, 11, 18, 25, 2022 xyxy=(874,859,996,869)
notice-heading: FICTITIOUS BUSINESS NAME STATEMENT xyxy=(225,1036,382,1046)
fbn-notice xyxy=(442,718,650,869)
notice-dates-pub: Dates Pub: JUNE 04, 11, 18, 25, 2022 xyxy=(225,699,347,709)
fbn-notice xyxy=(1091,399,1299,550)
notice-file-number: FILE NO. 2022-106909 xyxy=(1090,1365,1168,1375)
notice-dates-pub: Dates Pub: JUNE 04, 11, 18, 25, 2022 xyxy=(874,381,996,391)
notice-dates-pub: Dates Pub: JUNE 04, 11, 18, 25, 2022 xyxy=(657,1178,780,1188)
notice-heading: FICTITIOUS BUSINESS NAME STATEMENT xyxy=(657,718,815,727)
notice-heading: FICTITIOUS BUSINESS NAME STATEMENT xyxy=(9,1515,166,1525)
notice-column xyxy=(1091,80,1299,2413)
notice-dates-pub: Dates Pub: JUNE 04, 11, 18, 25, 2022 xyxy=(657,1497,780,1507)
notice-dates-pub: Dates Pub: JUNE 04, 11, 18, 25, 2022 xyxy=(874,1178,996,1188)
notice-body: The following person(s) is (are) doing business as: the business name(s) listed above. This business is conducted by: AN INDIVIDUAL. The registrant(s) has (have) commenced to transact business under the fictitious business name or names listed above on N/A. NOTICE- This Fictitious Business Name Statement expires five years from the date it was filed in the office of the County Clerk. A new Fictitious Business Name Statement must be filed prior to that date. The filing of this statement does not of itself authorize the use in this state of a Fictitious Business Name in violation of the rights of another under federal, State, or common law (See section 14411 et seq. Business and Professions Code)Publish: Mountain Views-News/JDC xyxy=(1090,895,1298,1019)
fbn-notice xyxy=(9,718,218,869)
notice-file-number: FILE NO. 2022-115133 xyxy=(874,248,951,258)
notice-heading: FICTITIOUS BUSINESS NAME STATEMENT xyxy=(657,80,815,89)
notice-dates-pub: Dates Pub: JUNE 04, 11, 18, 25, 2022 xyxy=(874,1337,996,1347)
notice-file-number: FILE NO. 2022105765 xyxy=(225,727,300,737)
notice-file-number: FILE NO. 2022-118060 xyxy=(1090,1045,1168,1056)
notice-body: The following person(s) is (are) doing business as: the business name(s) listed above. This business is conducted by: AN INDIVIDUAL. The registrant(s) has (have) commenced to transact business under the fictitious business name or names listed above on N/A. NOTICE- This Fictitious Business Name Statement expires five years from the date it was filed in the office of the County Clerk. A new Fictitious Business Name Statement must be filed prior to that date. The filing of this statement does not of itself authorize the use in this state of a Fictitious Business Name in violation of the rights of another under federal, State, or common law (See section 14411 et seq. Business and Professions Code)Publish: Mountain Views-News/JDC xyxy=(442,736,650,859)
notice-column xyxy=(9,80,218,2413)
notice-file-number: FILE NO. 2022-117424 xyxy=(9,1045,86,1056)
fbn-notice xyxy=(442,80,650,231)
notice-heading: FICTITIOUS BUSINESS NAME STATEMENT xyxy=(9,1036,166,1046)
fbn-notice xyxy=(874,1675,1082,1826)
fbn-notice xyxy=(1091,1356,1299,1506)
notice-heading: FICTITIOUS BUSINESS NAME STATEMENT xyxy=(9,398,166,408)
notice-file-number: FILE NO. 2022-110097 xyxy=(1090,407,1168,418)
notice-body: The following person(s) is (are) doing business as: the business name(s) listed above. This business is conducted by: AN INDIVIDUAL. The registrant(s) has (have) commenced to transact business under the fictitious business name or names listed above on N/A. NOTICE- This Fictitious Business Name Statement expires five years from the date it was filed in the office of the County Clerk. A new Fictitious Business Name Statement must be filed prior to that date. The filing of this statement does not of itself authorize the use in this state of a Fictitious Business Name in violation of the rights of another under federal, State, or common law (See section 14411 et seq. Business and Professions Code)Publish: Mountain Views-News/JDC xyxy=(874,1215,1082,1338)
notice-body: The following person(s) is (are) doing business as: the business name(s) listed above. This business is conducted by: AN INDIVIDUAL. The registrant(s) has (have) commenced to transact business under the fictitious business name or names listed above on N/A. NOTICE- This Fictitious Business Name Statement expires five years from the date it was filed in the office of the County Clerk. A new Fictitious Business Name Statement must be filed prior to that date. The filing of this statement does not of itself authorize the use in this state of a Fictitious Business Name in violation of the rights of another under federal, State, or common law (See section 14411 et seq. Business and Professions Code)Publish: Mountain Views-News/JDC xyxy=(9,1374,218,1497)
fbn-notice xyxy=(226,877,434,1028)
notice-dates-pub: Dates Pub: JUNE 04, 11, 18, 25, 2022 xyxy=(9,699,131,709)
notice-body: The following person(s) is (are) doing business as: the business name(s) listed above. This business is conducted by: AN INDIVIDUAL. The registrant(s) has (have) commenced to transact business under the fictitious business name or names listed above on N/A. NOTICE- This Fictitious Business Name Statement expires five years from the date it was filed in the office of the County Clerk. A new Fictitious Business Name Statement must be filed prior to that date. The filing of this statement does not of itself authorize the use in this state of a Fictitious Business Name in violation of the rights of another under federal, State, or common law (See section 14411 et seq. Business and Professions Code)Publish: Mountain Views-News/JDC xyxy=(874,1693,1082,1817)
notice-body: The following person(s) is (are) doing business as: the business name(s) listed above. This business is conducted by: AN INDIVIDUAL. The registrant(s) has (have) commenced to transact business under the fictitious business name or names listed above on N/A. NOTICE- This Fictitious Business Name Statement expires five years from the date it was filed in the office of the County Clerk. A new Fictitious Business Name Statement must be filed prior to that date. The filing of this statement does not of itself authorize the use in this state of a Fictitious Business Name in violation of the rights of another under federal, State, or common law (See section 14411 et seq. Business and Professions Code)Publish: Mountain Views-News/JDC xyxy=(657,1215,866,1338)
notice-dates-pub: Dates Pub: JUNE 04, 11, 18, 25, 2022 xyxy=(874,221,996,231)
notice-body: The following person(s) is (are) doing business as: the business name(s) listed above. This business is conducted by: AN INDIVIDUAL. The registrant(s) has (have) commenced to transact business under the fictitious business name or names listed above on N/A. NOTICE- This Fictitious Business Name Statement expires five years from the date it was filed in the office of the County Clerk. A new Fictitious Business Name Statement must be filed prior to that date. The filing of this statement does not of itself authorize the use in this state of a Fictitious Business Name in violation of the rights of another under federal, State, or common law (See section 14411 et seq. Business and Professions Code)Publish: Mountain Views-News/JDC xyxy=(9,1055,218,1179)
notice-body: The following person(s) is (are) doing business as: the business name(s) listed above. This business is conducted by: AN INDIVIDUAL. The registrant(s) has (have) commenced to transact business under the fictitious business name or names listed above on N/A. NOTICE- This Fictitious Business Name Statement expires five years from the date it was filed in the office of the County Clerk. A new Fictitious Business Name Statement must be filed prior to that date. The filing of this statement does not of itself authorize the use in this state of a Fictitious Business Name in violation of the rights of another under federal, State, or common law (See section 14411 et seq. Business and Professions Code)Publish: Mountain Views-News/JDC xyxy=(657,1533,866,1657)
notice-heading: FICTITIOUS BUSINESS NAME STATEMENT xyxy=(225,877,382,887)
fbn-notice xyxy=(1091,877,1299,1028)
notice-dates-pub: Dates Pub: JUNE 04, 11, 18, 25, 2022 xyxy=(874,1816,996,1826)
notice-heading: FICTITIOUS BUSINESS NAME STATEMENT xyxy=(9,239,166,249)
notice-file-number: FILE NO. 2022-120667 xyxy=(9,1683,86,1693)
notice-file-number: FILE NO. 2022-115968 xyxy=(657,1365,735,1375)
fbn-notice xyxy=(9,1515,218,1666)
notice-dates-pub: Dates Pub: JUNE 04, 11, 18, 25, 2022 xyxy=(225,1656,347,1667)
fbn-notice xyxy=(658,1356,867,1506)
notice-file-number: FILE NO. 2022-1097999 xyxy=(1090,89,1171,99)
footer-paper: Mountain Views News xyxy=(7,2428,171,2446)
notice-heading: FICTITIOUS BUSINESS NAME STATEMENT xyxy=(442,718,598,727)
notice-file-number: FILE NO. 2022-120210 xyxy=(9,727,86,737)
notice-file-number: FILE NO. 2022-118024 xyxy=(657,1045,735,1056)
notice-dates-pub: Dates Pub: JUNE 04, 11, 18, 25, 2022 xyxy=(9,1816,131,1826)
fbn-notice xyxy=(874,80,1082,231)
notice-file-number: FILE NO. 2022-114184 xyxy=(657,567,735,577)
notice-heading: FICTITIOUS BUSINESS NAME STATEMENT xyxy=(9,80,166,89)
notice-file-number: FILE NO. 2022-116161 xyxy=(874,1205,951,1215)
notice-file-number: FILE NO. 2022105767 xyxy=(225,1683,300,1693)
notice-body: The following person(s) is (are) doing business as: the business name(s) listed above. This business is conducted by: AN INDIVIDUAL. The registrant(s) has (have) commenced to transact business under the fictitious business name or names listed above on N/A. NOTICE- This Fictitious Business Name Statement expires five years from the date it was filed in the office of the County Clerk. A new Fictitious Business Name Statement must be filed prior to that date. The filing of this statement does not of itself authorize the use in this state of a Fictitious Business Name in violation of the rights of another under federal, State, or common law (See section 14411 et seq. Business and Professions Code)Publish: Mountain Views-News/JDC xyxy=(225,1374,433,1497)
notice-heading: FICTITIOUS BUSINESS NAME STATEMENT xyxy=(657,1195,815,1206)
fbn-notice xyxy=(9,80,218,231)
notice-dates-pub: Dates Pub: JUNE 04, 11, 18, 25, 2022 xyxy=(9,1656,131,1667)
notice-heading: FICTITIOUS BUSINESS NAME STATEMENT xyxy=(1090,398,1247,408)
notice-dates-pub: Dates Pub: JUNE 04, 11, 18, 25, 2022 xyxy=(442,540,564,550)
notice-body: The following person(s) is (are) doing business as: the business name(s) listed above. This business is conducted by: AN INDIVIDUAL. The registrant(s) has (have) commenced to transact business under the fictitious business name or names listed above on N/A. NOTICE- This Fictitious Business Name Statement expires five years from the date it was filed in the office of the County Clerk. A new Fictitious Business Name Statement must be filed prior to that date. The filing of this statement does not of itself authorize the use in this state of a Fictitious Business Name in violation of the rights of another under federal, State, or common law (See section 14411 et seq. Business and Professions Code)Publish: Mountain Views-News/JDC xyxy=(9,736,218,859)
footer-address: 80 W Sierra Madre Blvd. No. 327 Sierra Madre, Ca. 91024 xyxy=(195,2428,628,2446)
notice-dates-pub: Dates Pub: JUNE 04, 11, 18, 25, 2022 xyxy=(657,1019,780,1029)
fbn-notice xyxy=(442,1356,650,1506)
notice-body: The following person(s) is (are) doing business as: the business name(s) listed above. This business is conducted by: AN INDIVIDUAL. The registrant(s) has (have) commenced to transact business under the fictitious business name or names listed above on N/A. NOTICE- This Fictitious Business Name Statement expires five years from the date it was filed in the office of the County Clerk. A new Fictitious Business Name Statement must be filed prior to that date. The filing of this statement does not of itself authorize the use in this state of a Fictitious Business Name in violation of the rights of another under federal, State, or common law (See section 14411 et seq. Business and Professions Code)Publish: Mountain Views-News/JDC xyxy=(442,257,650,381)
notice-file-number: FILE NO. 2022-109785 xyxy=(874,1524,951,1534)
